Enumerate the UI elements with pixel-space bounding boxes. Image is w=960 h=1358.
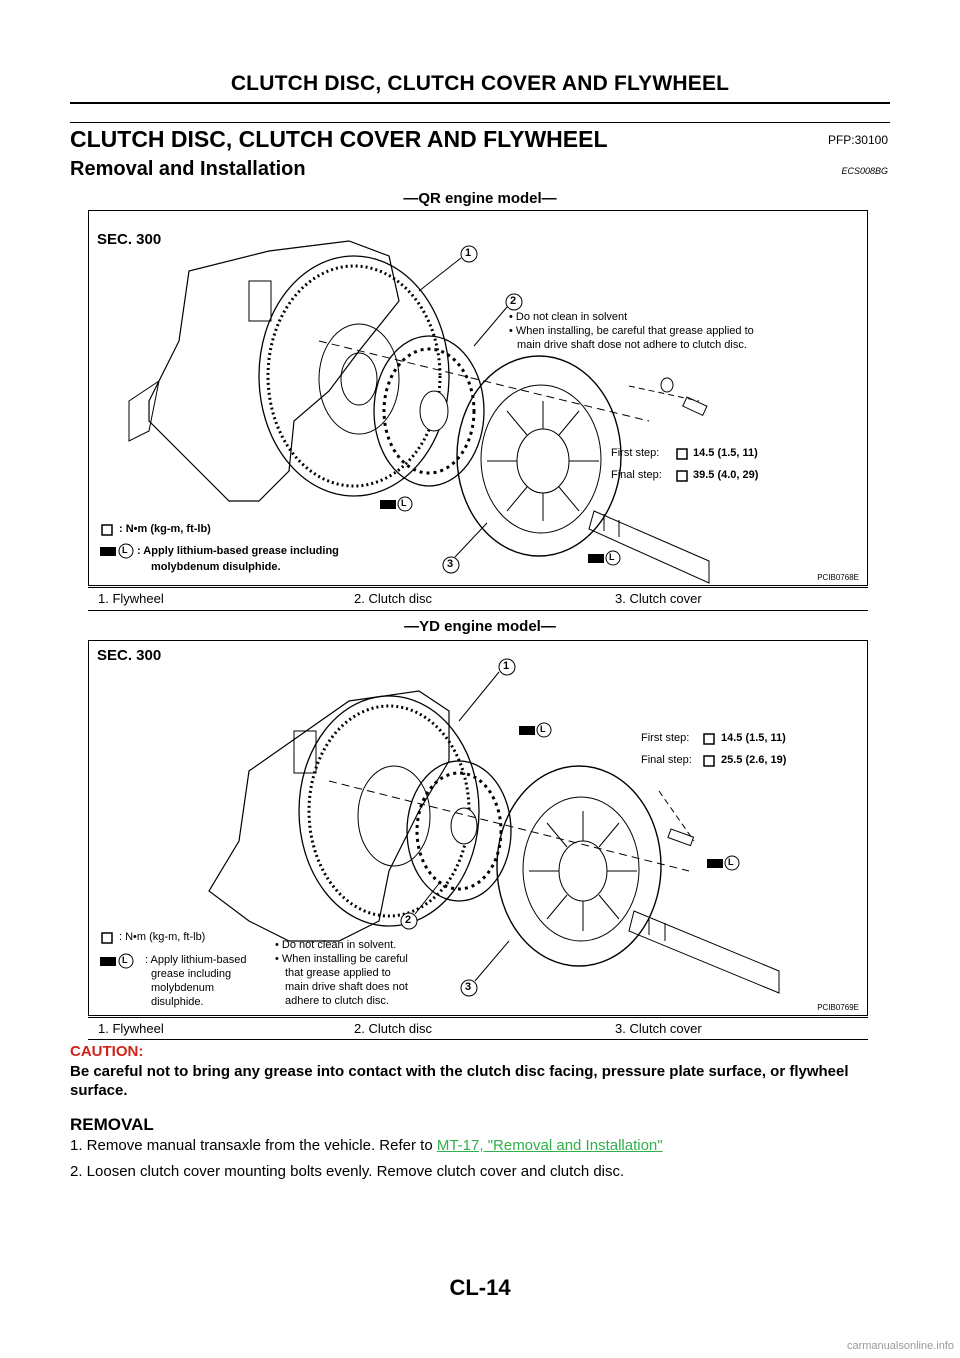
qr-part-3: 3. Clutch cover xyxy=(615,591,702,606)
qr-callout-3: 3 xyxy=(447,558,454,570)
yd-figure-heading: —YD engine model— xyxy=(404,618,556,635)
yd-torque-final-label: Final step: xyxy=(641,754,692,766)
qr-torque-final-value: 39.5 (4.0, 29) xyxy=(693,469,759,481)
qr-grease-letter-a: L xyxy=(401,498,407,508)
watermark: carmanualsonline.info xyxy=(846,1340,954,1352)
yd-torque-final-value: 25.5 (2.6, 19) xyxy=(721,754,787,766)
section-title: CLUTCH DISC, CLUTCH COVER AND FLYWHEEL xyxy=(70,126,608,152)
mt-17-link[interactable]: MT-17, "Removal and Installation" xyxy=(436,1137,663,1154)
qr-legend-rule-top xyxy=(88,587,868,588)
yd-part-1: 1. Flywheel xyxy=(98,1021,164,1036)
qr-part-1: 1. Flywheel xyxy=(98,591,164,606)
page-header-title: CLUTCH DISC, CLUTCH COVER AND FLYWHEEL xyxy=(230,72,730,95)
yd-legend-grease-2: grease including xyxy=(151,968,232,980)
qr-part-2: 2. Clutch disc xyxy=(354,591,433,606)
removal-step-1 xyxy=(70,1137,663,1154)
yd-torque-first-label: First step: xyxy=(641,732,690,744)
yd-note-2: • When installing be careful xyxy=(275,953,408,965)
qr-torque-first-label: First step: xyxy=(611,447,660,459)
qr-torque-final-label: Final step: xyxy=(611,469,662,481)
yd-note-1: • Do not clean in solvent. xyxy=(275,939,397,951)
yd-sec-label: SEC. 300 xyxy=(97,647,162,664)
qr-figure xyxy=(88,210,868,586)
yd-legend-units: : N•m (kg-m, ft-lb) xyxy=(119,931,206,943)
yd-note-3: that grease applied to xyxy=(285,967,391,979)
caution-body: Be careful not to bring any grease into contact with the clutch disc facing, pressure plate surface, or flywheel surface. xyxy=(70,1063,849,1099)
ecs-code: ECS008BG xyxy=(841,166,888,176)
removal-step-2: 2. Loosen clutch cover mounting bolts evenly. Remove clutch cover and clutch disc. xyxy=(70,1163,625,1180)
yd-legend-rule-top xyxy=(88,1017,868,1018)
yd-grease-letter-a: L xyxy=(540,724,546,734)
qr-legend-grease-1: : Apply lithium-based grease including xyxy=(137,545,339,557)
yd-legend-grease-1: : Apply lithium-based xyxy=(145,954,247,966)
yd-callout-1: 1 xyxy=(503,660,510,672)
yd-legend-grease-3: molybdenum xyxy=(151,982,214,994)
page-number: CL-14 xyxy=(449,1275,511,1300)
pfp-code: PFP:30100 xyxy=(827,133,888,147)
caution-title: CAUTION: xyxy=(70,1043,144,1060)
qr-grease-letter-legend: L xyxy=(122,545,128,555)
removal-title: REMOVAL xyxy=(70,1115,154,1134)
header-rule xyxy=(70,102,890,104)
yd-grease-letter-legend: L xyxy=(122,955,128,965)
qr-parts-legend xyxy=(88,591,866,607)
qr-figure-heading: —QR engine model— xyxy=(403,190,557,207)
yd-callout-3: 3 xyxy=(465,981,472,993)
qr-note-3: main drive shaft dose not adhere to clutch disc. xyxy=(517,339,747,351)
yd-torque-first-value: 14.5 (1.5, 11) xyxy=(721,732,786,744)
qr-note-2: • When installing, be careful that grease applied to xyxy=(509,325,754,337)
yd-legend-grease-4: disulphide. xyxy=(151,996,204,1008)
yd-figure xyxy=(88,640,868,1016)
qr-figure-code: PCIB0768E xyxy=(817,573,859,582)
qr-callout-2: 2 xyxy=(510,295,517,307)
yd-legend-rule-bottom xyxy=(88,1039,868,1040)
qr-sec-label: SEC. 300 xyxy=(97,231,162,248)
yd-figure-code: PCIB0769E xyxy=(817,1003,859,1012)
subsection-title: Removal and Installation xyxy=(70,158,306,180)
removal-step-1-text: 1. Remove manual transaxle from the vehicle. Refer to xyxy=(70,1137,437,1154)
yd-part-3: 3. Clutch cover xyxy=(615,1021,702,1036)
qr-legend-rule-bottom xyxy=(88,610,868,611)
yd-parts-legend xyxy=(88,1021,866,1037)
qr-torque-first-value: 14.5 (1.5, 11) xyxy=(693,447,758,459)
qr-callout-1: 1 xyxy=(465,247,472,259)
qr-legend-units: : N•m (kg-m, ft-lb) xyxy=(119,523,211,535)
yd-note-4: main drive shaft does not xyxy=(285,981,408,993)
yd-callout-2: 2 xyxy=(405,914,412,926)
yd-part-2: 2. Clutch disc xyxy=(354,1021,433,1036)
qr-note-1: • Do not clean in solvent xyxy=(509,311,628,323)
section-rule xyxy=(70,122,890,123)
yd-note-5: adhere to clutch disc. xyxy=(285,995,389,1007)
yd-grease-letter-b: L xyxy=(728,857,734,867)
qr-grease-letter-b: L xyxy=(609,552,615,562)
qr-legend-grease-2: molybdenum disulphide. xyxy=(151,561,281,573)
